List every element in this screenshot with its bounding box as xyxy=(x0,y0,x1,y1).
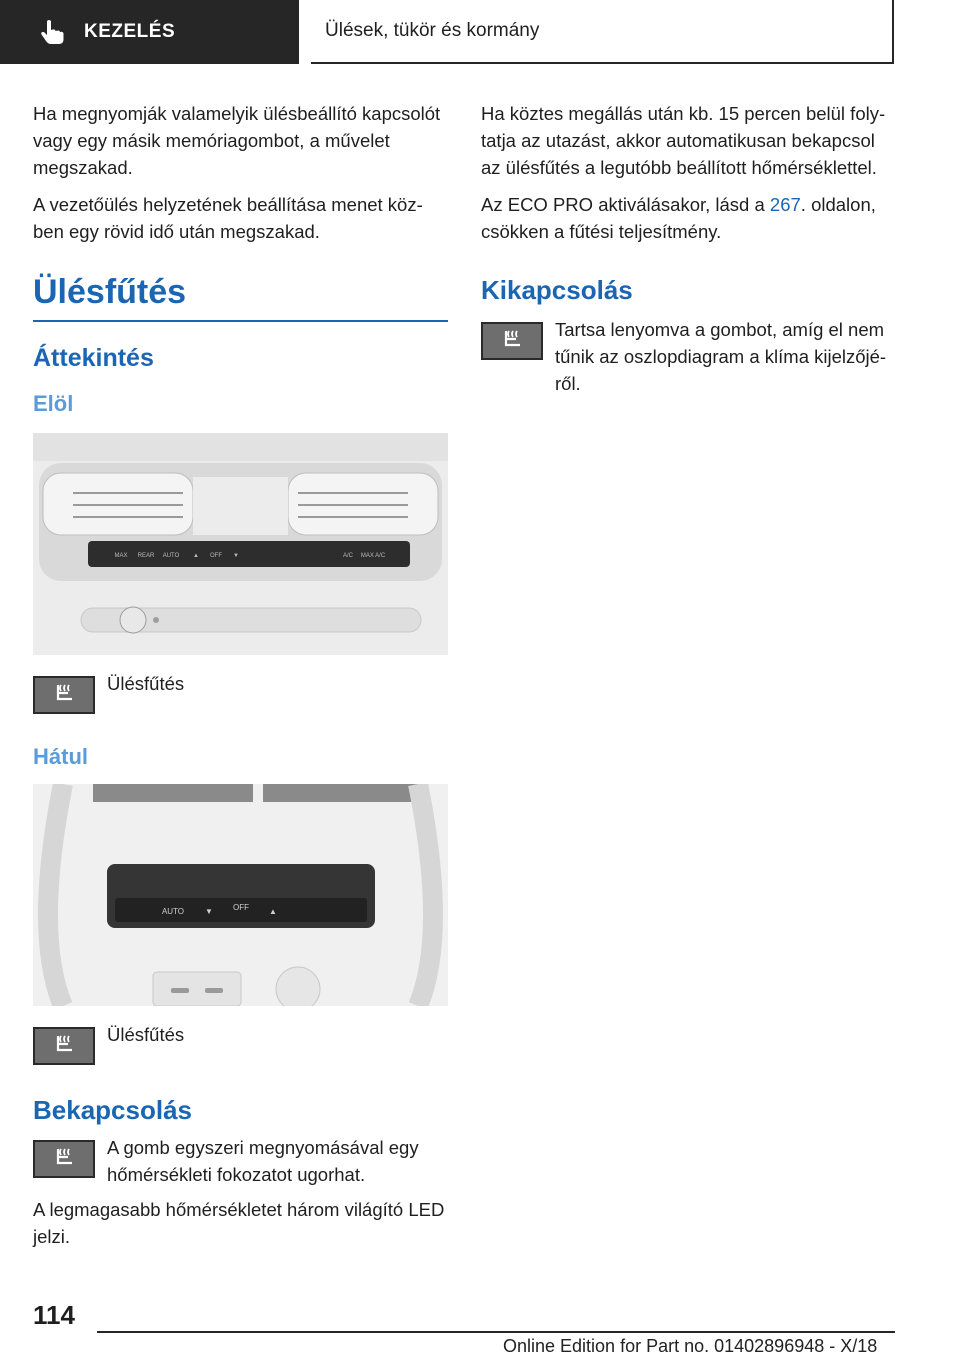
switch-on-paragraph: A legmagasabb hőmérsékletet három világító LED jelzi. xyxy=(33,1199,445,1247)
left-column xyxy=(33,100,448,1260)
seat-heating-icon xyxy=(33,676,95,714)
eco-pro-text-after: . oldalon, csökken a fűtési teljesítmény. xyxy=(481,194,876,242)
switch-off-title: Kikapcsolás xyxy=(481,275,633,305)
switch-on-text: A gomb egyszeri megnyomásával egy hőmérsékleti fokozatot ugorhat. xyxy=(107,1137,419,1185)
front-climate-panel-photo xyxy=(33,433,448,655)
footer-divider xyxy=(97,1331,895,1333)
header-section-label: KEZELÉS xyxy=(84,21,176,42)
edition-note: Online Edition for Part no. 01402896948 - X/18 xyxy=(503,1336,878,1356)
front-btn-1: MAX xyxy=(114,553,128,559)
front-btn-11: MAX A/C xyxy=(360,553,386,559)
rear-climate-panel-photo xyxy=(33,784,448,1006)
seat-heating-icon xyxy=(33,1140,95,1178)
front-btn-4: ▲ xyxy=(193,553,199,559)
right-column xyxy=(481,100,896,397)
header-section-tab xyxy=(0,0,299,64)
page-number: 114 xyxy=(33,1300,75,1330)
switch-off-text: Tartsa lenyomva a gombot, amíg el nem tűnik az oszlopdiagram a klíma kijelzőjé-ről. xyxy=(555,319,887,394)
eco-pro-text-before: Az ECO PRO aktiválásakor, lásd a xyxy=(481,194,770,215)
switch-off-row xyxy=(481,319,896,397)
header-chapter-title: Ülések, tükör és kormány xyxy=(325,20,540,41)
intro-paragraph-1: Ha megnyomják valamelyik ülésbeállító kapcsolót vagy egy másik memóriagombot, a művelet megszakad. xyxy=(33,103,441,178)
overview-title: Áttekintés xyxy=(33,344,154,372)
front-btn-3: AUTO xyxy=(162,553,180,559)
header-chapter-box xyxy=(311,0,894,64)
section-title: Ülésfűtés xyxy=(33,273,448,322)
front-btn-2: REAR xyxy=(137,553,155,559)
seat-heating-icon xyxy=(481,322,543,360)
resume-paragraph: Ha köztes megállás után kb. 15 percen belül foly-tatja az utazást, akkor automatikusan bekapcsol az ülésfűtés a legutóbb beállított hőmérséklettel. xyxy=(481,103,886,178)
rear-btn-5: ▲ xyxy=(269,907,277,916)
eco-pro-paragraph xyxy=(481,191,896,245)
rear-caption: Ülésfűtés xyxy=(107,1024,185,1045)
rear-title: Hátul xyxy=(33,744,88,769)
front-btn-6: ▼ xyxy=(233,553,239,559)
front-title: Elöl xyxy=(33,391,74,416)
switch-on-title: Bekapcsolás xyxy=(33,1095,192,1125)
hand-pointer-icon xyxy=(38,18,66,46)
rear-btn-2: AUTO xyxy=(161,907,185,916)
switch-on-row xyxy=(33,1137,448,1188)
rear-btn-4: OFF xyxy=(233,903,249,912)
seat-heating-icon xyxy=(33,1027,95,1065)
front-btn-5: OFF xyxy=(210,553,222,559)
rear-btn-3: ▼ xyxy=(205,907,213,916)
page-link-267[interactable]: 267 xyxy=(769,194,801,215)
front-caption: Ülésfűtés xyxy=(107,673,185,694)
front-caption-row xyxy=(33,673,448,714)
intro-paragraph-2: A vezetőülés helyzetének beállítása menet köz-ben egy rövid idő után megszakad. xyxy=(33,194,423,242)
rear-caption-row xyxy=(33,1024,448,1065)
front-btn-10: A/C xyxy=(342,553,354,559)
